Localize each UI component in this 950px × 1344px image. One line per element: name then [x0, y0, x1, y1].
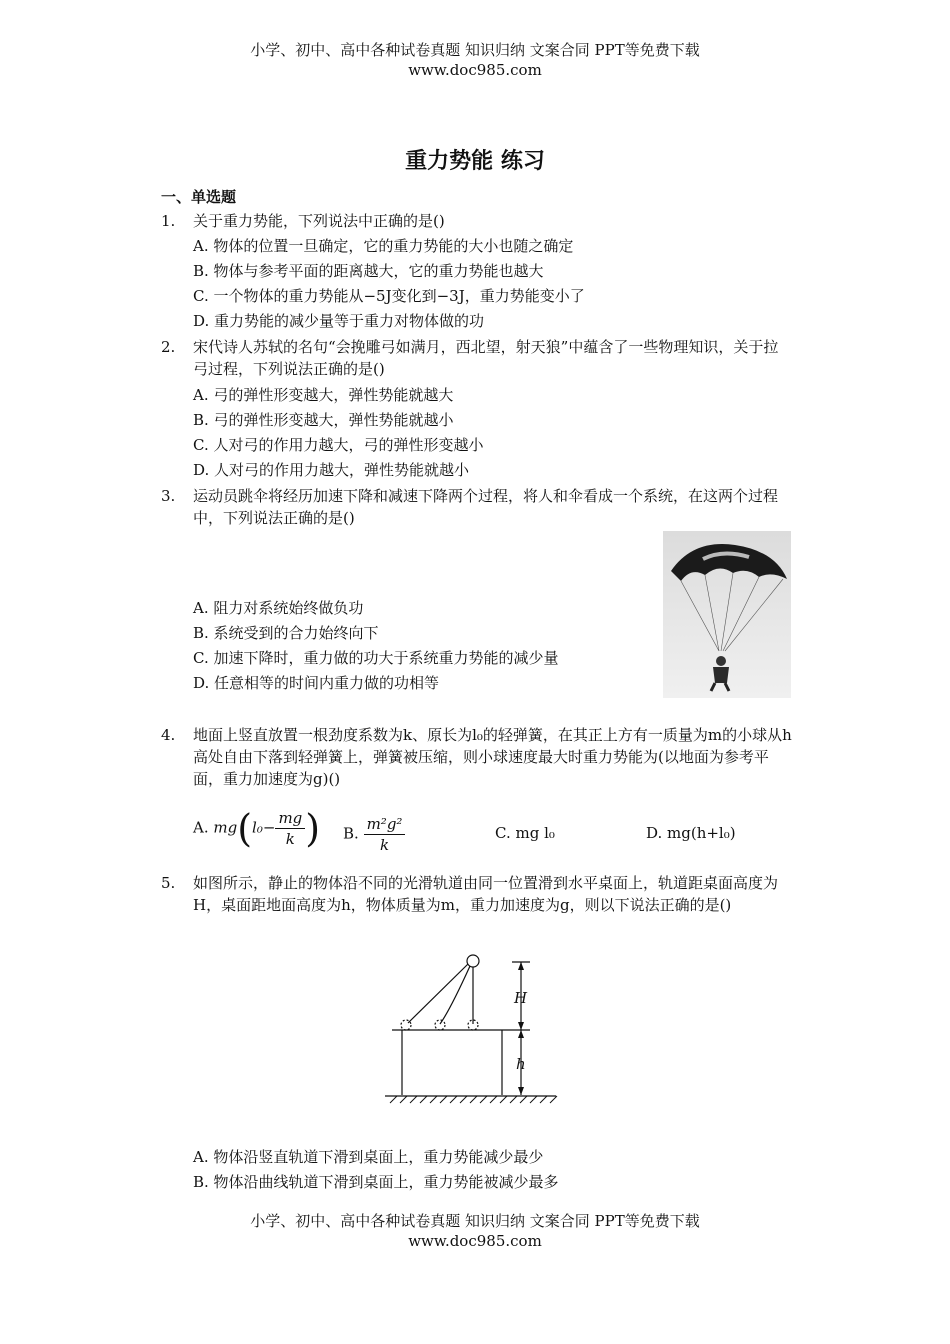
q3-stem: 运动员跳伞将经历加速下降和减速下降两个过程，将人和伞看成一个系统，在这两个过程中，下列说法正确的是(): [193, 487, 779, 527]
q3-option-d: D. 任意相等的时间内重力做的功相等: [193, 674, 440, 692]
q2-stem: 宋代诗人苏轼的名句“会挽雕弓如满月，西北望，射天狼”中蕴含了一些物理知识，关于拉弓过程，下列说法正确的是(): [193, 338, 779, 378]
q4-option-a: A. mg(l₀− $\frac{mg}{k}$ ): [193, 806, 321, 851]
q1-stem: 关于重力势能，下列说法中正确的是(): [193, 212, 445, 230]
q3-number: 3.: [161, 487, 176, 505]
q4-stem: 地面上竖直放置一根劲度系数为k、原长为l₀的轻弹簧，在其正上方有一质量为m的小球从h高处自由下落到轻弹簧上，弹簧被压缩，则小球速度最大时重力势能为(以地面为参考平面，重力加速度为g)(): [193, 726, 792, 788]
q4-option-a-l0: l₀−: [252, 818, 276, 837]
q1-number: 1.: [161, 212, 176, 230]
section-heading: 一、单选题: [161, 188, 237, 206]
q5-option-a: A. 物体沿竖直轨道下滑到桌面上，重力势能减少最少: [193, 1148, 544, 1166]
q4-number: 4.: [161, 726, 176, 744]
q2-option-b: B. 弓的弹性形变越大，弹性势能就越小: [193, 411, 454, 429]
q1-option-c: C. 一个物体的重力势能从−5J变化到−3J，重力势能变小了: [193, 287, 585, 305]
q5-option-b: B. 物体沿曲线轨道下滑到桌面上，重力势能被减少最多: [193, 1173, 559, 1191]
q4-option-c: C. mg l₀: [495, 824, 555, 842]
q4-option-b-num: m²g²: [364, 814, 406, 835]
q4-option-a-num: mg: [275, 808, 305, 829]
q5-stem: 如图所示，静止的物体沿不同的光滑轨道由同一位置滑到水平桌面上，轨道距桌面高度为H，桌面距地面高度为h，物体质量为m，重力加速度为g，则以下说法正确的是(): [193, 874, 779, 914]
q5-number: 5.: [161, 874, 176, 892]
q4-option-b-den: k: [379, 836, 390, 854]
q1-option-b: B. 物体与参考平面的距离越大，它的重力势能也越大: [193, 262, 544, 280]
page-title: 重力势能 练习: [405, 148, 545, 174]
footer-line2: www.doc985.com: [408, 1232, 542, 1250]
q1-option-a: A. 物体的位置一旦确定，它的重力势能的大小也随之确定: [193, 237, 574, 255]
q3-option-a: A. 阻力对系统始终做负功: [193, 599, 364, 617]
q4-option-d: D. mg(h+l₀): [646, 824, 736, 842]
q3-option-b: B. 系统受到的合力始终向下: [193, 624, 379, 642]
label-h: h: [516, 1055, 526, 1073]
q2-option-d: D. 人对弓的作用力越大，弹性势能就越小: [193, 461, 470, 479]
q4-option-a-mg: mg: [213, 818, 238, 837]
q2-number: 2.: [161, 338, 176, 356]
q3-option-c: C. 加速下降时，重力做的功大于系统重力势能的减少量: [193, 649, 559, 667]
header-line1: 小学、初中、高中各种试卷真题 知识归纳 文案合同 PPT等免费下载: [250, 41, 700, 59]
q4-option-a-den: k: [285, 830, 295, 848]
q2-option-a: A. 弓的弹性形变越大，弹性势能就越大: [193, 386, 454, 404]
label-H: H: [514, 989, 528, 1007]
q4-option-b-label: B.: [343, 824, 359, 843]
track-diagram: [380, 950, 560, 1110]
parachute-image: [663, 531, 791, 698]
q4-option-a-label: A.: [193, 818, 209, 837]
footer-line1: 小学、初中、高中各种试卷真题 知识归纳 文案合同 PPT等免费下载: [250, 1212, 700, 1230]
q2-option-c: C. 人对弓的作用力越大，弓的弹性形变越小: [193, 436, 484, 454]
q1-option-d: D. 重力势能的减少量等于重力对物体做的功: [193, 312, 485, 330]
q4-option-b: [343, 814, 405, 855]
header-line2: www.doc985.com: [408, 61, 542, 79]
